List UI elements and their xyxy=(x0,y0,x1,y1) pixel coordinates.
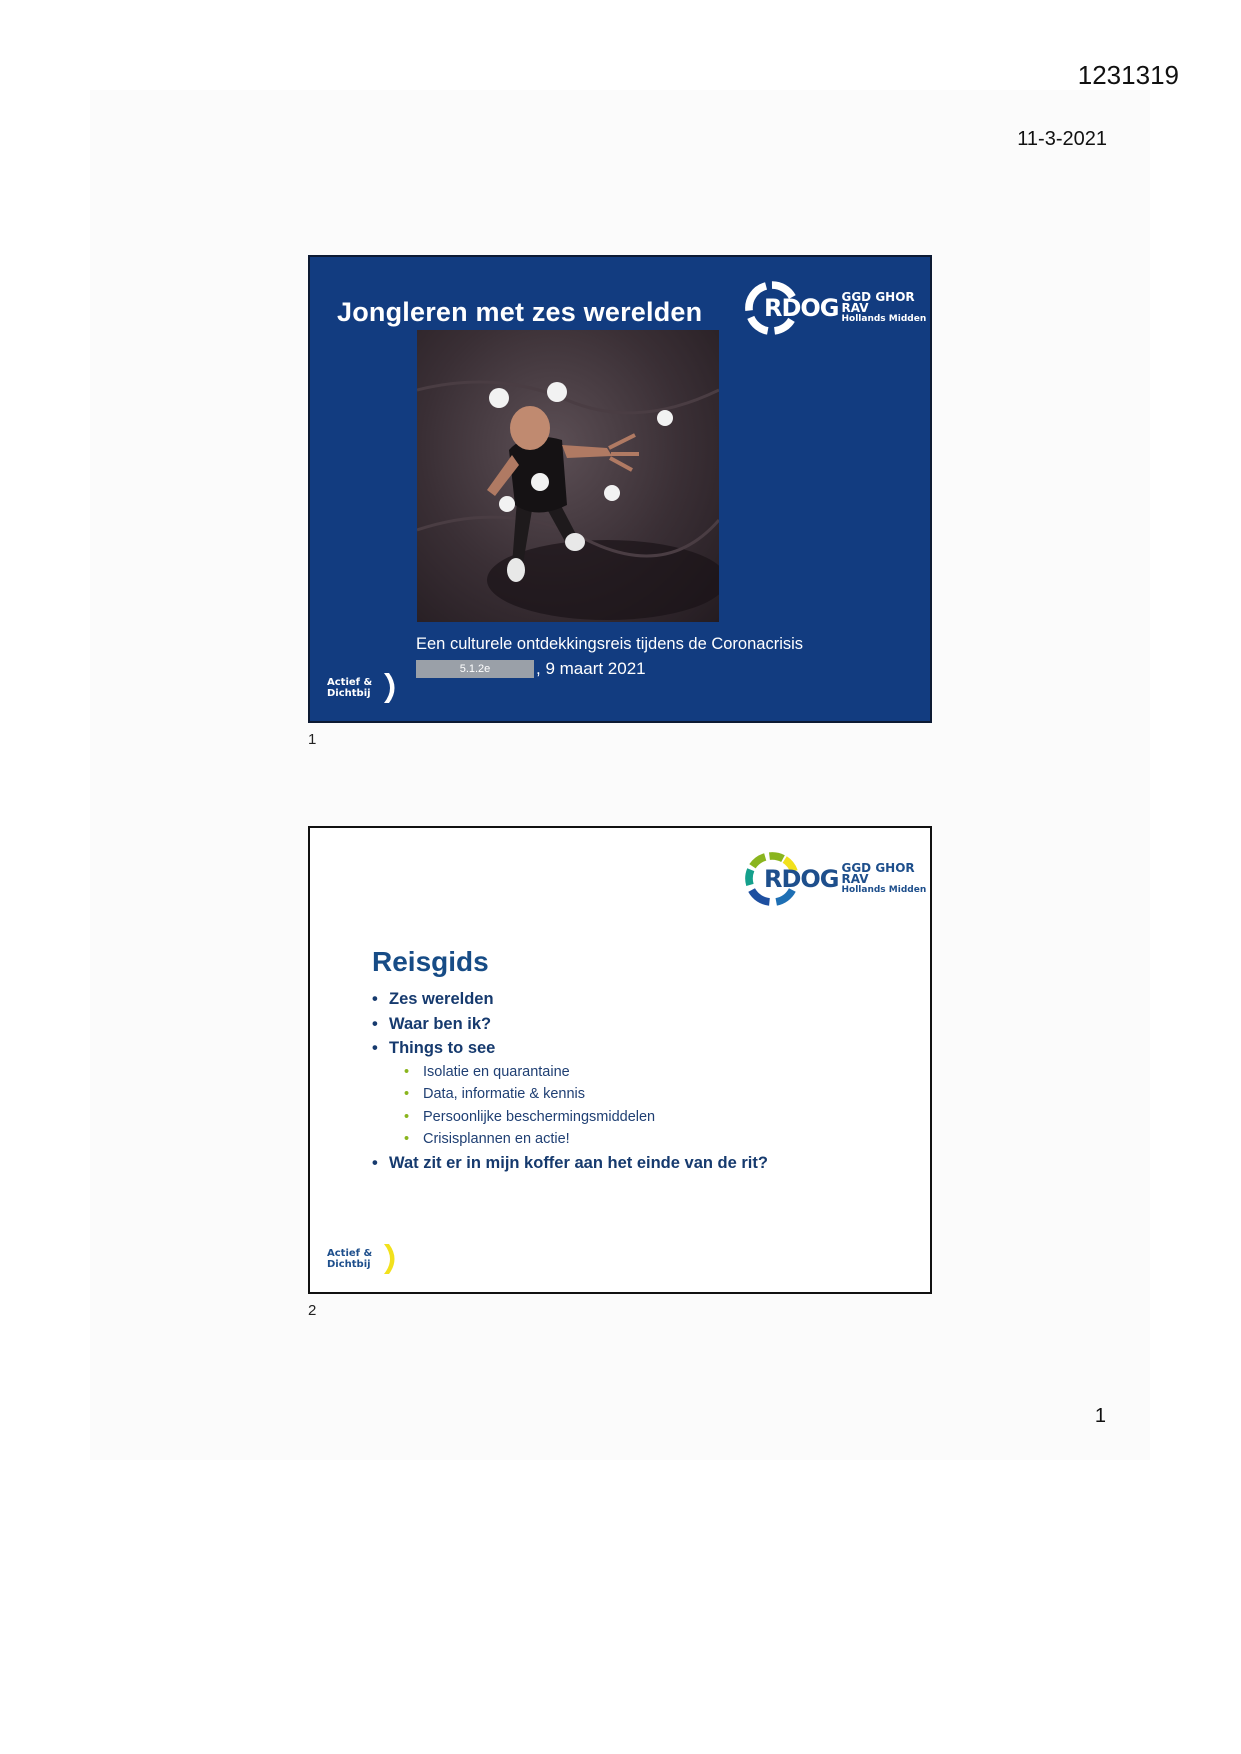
logo-line-1: Actief & xyxy=(327,1248,373,1259)
slide-1 xyxy=(308,255,932,723)
sub-bullet-item: • Data, informatie & kennis xyxy=(372,1084,768,1107)
rdog-org-line: GGD GHOR RAV xyxy=(841,860,915,886)
redaction-box: 5.1.2e xyxy=(416,660,534,678)
slide-number: 2 xyxy=(308,1302,317,1319)
bullet-item: • Wat zit er in mijn koffer aan het einde van de rit? xyxy=(372,1152,768,1177)
swoosh-icon xyxy=(380,1242,396,1276)
slide-number: 1 xyxy=(308,731,317,748)
rdog-logo xyxy=(744,846,930,912)
slide-title: Reisgids xyxy=(372,946,489,977)
presentation-date: , 9 maart 2021 xyxy=(536,659,646,678)
rdog-wordmark: RDOG xyxy=(763,865,839,893)
sub-bullet-item: • Isolatie en quarantaine xyxy=(372,1062,768,1085)
logo-line-2: Dichtbij xyxy=(327,688,371,699)
juggler-photo xyxy=(417,330,719,622)
slide-subtitle: Een culturele ontdekkingsreis tijdens de Coronacrisis xyxy=(416,635,804,653)
actief-dichtbij-logo xyxy=(327,1242,396,1276)
bullet-item: • Things to see xyxy=(372,1037,768,1062)
page-number: 1 xyxy=(1094,1405,1106,1427)
actief-dichtbij-logo xyxy=(327,671,396,705)
slide-title: Jongleren met zes werelden xyxy=(337,297,703,327)
bullet-item: • Waar ben ik? xyxy=(372,1013,768,1038)
rdog-org-line: GGD GHOR RAV xyxy=(841,289,915,315)
slide-2 xyxy=(308,826,932,1294)
rdog-wordmark: RDOG xyxy=(763,294,839,322)
swoosh-icon xyxy=(380,671,396,705)
logo-line-1: Actief & xyxy=(327,677,373,688)
rdog-logo xyxy=(744,275,930,341)
bullet-list xyxy=(372,988,768,1176)
presenter-line xyxy=(416,659,646,679)
sub-bullet-item: • Persoonlijke beschermingsmiddelen xyxy=(372,1107,768,1130)
bullet-item: • Zes werelden xyxy=(372,988,768,1013)
rdog-region-line: Hollands Midden xyxy=(841,313,927,324)
rdog-region-line: Hollands Midden xyxy=(841,884,927,895)
sub-bullet-item: • Crisisplannen en actie! xyxy=(372,1129,768,1152)
document-id: 1231319 xyxy=(1077,60,1179,90)
document-date: 11-3-2021 xyxy=(1017,128,1107,150)
juggler-icon xyxy=(417,330,719,622)
logo-line-2: Dichtbij xyxy=(327,1259,371,1270)
